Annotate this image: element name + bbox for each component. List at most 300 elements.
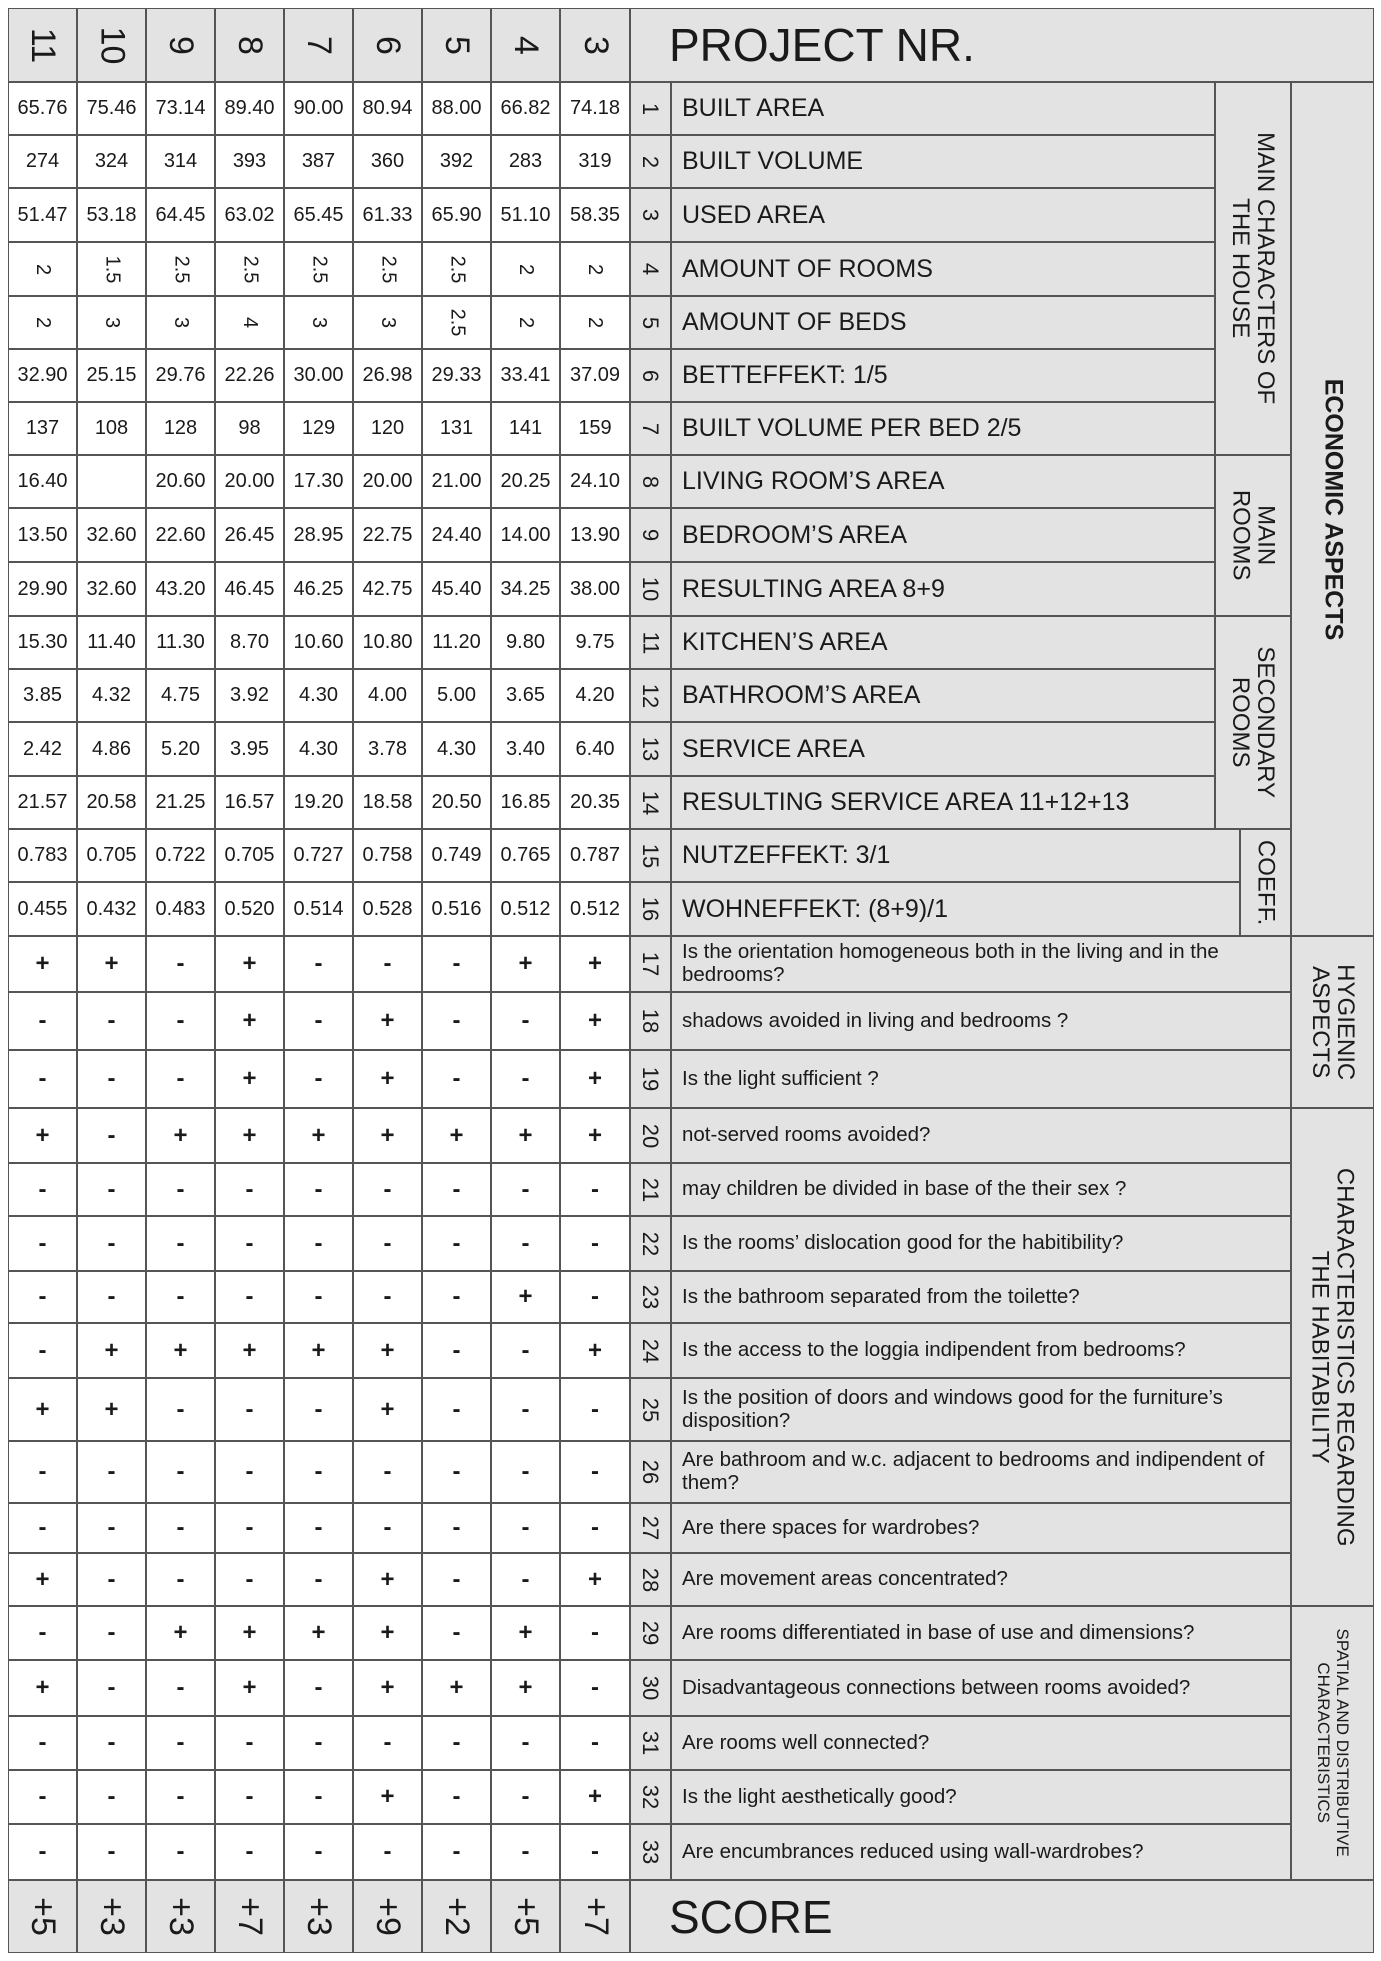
minus-mark: -: [383, 1229, 392, 1257]
criterion-mark: [215, 1606, 284, 1660]
value-cell: [560, 669, 630, 722]
minus-mark: -: [38, 1283, 47, 1310]
criterion-mark: [215, 1503, 284, 1553]
value-cell: [422, 135, 491, 188]
cell-value: 20.25: [500, 470, 551, 492]
value-cell: [146, 402, 215, 455]
value-cell: [353, 455, 422, 508]
plus-mark: +: [242, 1007, 257, 1034]
cell-value: 21.00: [431, 470, 482, 492]
criterion-mark: [8, 1716, 77, 1770]
minus-mark: -: [176, 1514, 185, 1541]
criterion-mark: [560, 1323, 630, 1378]
minus-mark: -: [521, 1458, 530, 1485]
criterion-mark: [77, 1553, 146, 1606]
cell-value: 11.40: [87, 631, 136, 653]
criterion-mark: [77, 1441, 146, 1503]
row-label: [671, 1378, 1291, 1441]
minus-mark: -: [452, 1565, 461, 1593]
value-cell: [353, 829, 422, 882]
category-main-rooms-line: ROOMS: [1227, 490, 1255, 581]
cell-value: 53.18: [86, 203, 137, 226]
minus-mark: -: [38, 1619, 47, 1646]
minus-mark: -: [591, 1395, 599, 1423]
criterion-mark: [491, 992, 560, 1050]
criterion-mark: [8, 1378, 77, 1441]
cell-value: 46.45: [224, 577, 275, 600]
cell-value: 3: [377, 316, 399, 329]
row-label: [671, 1824, 1291, 1880]
cell-value: 63.02: [224, 203, 275, 226]
cell-value: 314: [163, 150, 198, 172]
minus-mark: -: [38, 1783, 47, 1810]
category-economic-aspects-label: [1318, 378, 1347, 640]
value-cell: [146, 296, 215, 349]
row-label-text: Is the light aesthetically good?: [682, 1784, 957, 1808]
score-cell: [491, 1880, 560, 1953]
cell-value: 3.95: [230, 737, 269, 760]
value-cell: [146, 508, 215, 562]
value-cell: [560, 349, 630, 402]
project-number-header: [284, 8, 353, 82]
minus-mark: -: [107, 1458, 116, 1485]
value-cell: [215, 188, 284, 242]
criterion-mark: [8, 1108, 77, 1163]
minus-mark: -: [245, 1395, 254, 1423]
plus-mark: +: [587, 1565, 602, 1593]
score-cell: [422, 1880, 491, 1953]
cell-value: 159: [578, 417, 612, 439]
row-number: [630, 882, 671, 936]
value-cell: [146, 776, 215, 829]
row-label: [671, 992, 1291, 1050]
minus-mark: -: [38, 1065, 47, 1092]
value-cell: [284, 82, 353, 135]
minus-mark: -: [383, 1175, 392, 1203]
score-value: +7: [576, 1897, 615, 1936]
value-cell: [77, 349, 146, 402]
cell-value: 26.98: [362, 364, 413, 386]
value-cell: [215, 508, 284, 562]
plus-mark: +: [380, 1065, 395, 1092]
criterion-mark: [491, 1216, 560, 1271]
cell-value: 3.65: [506, 684, 545, 706]
row-label: [671, 1606, 1291, 1660]
row-label: [671, 135, 1215, 188]
value-cell: [77, 135, 146, 188]
minus-mark: -: [314, 1229, 323, 1257]
value-cell: [215, 562, 284, 616]
value-cell: [215, 722, 284, 776]
cell-value: 0.705: [86, 844, 137, 866]
category-habitability: [1291, 1108, 1374, 1606]
criterion-mark: [215, 1770, 284, 1824]
minus-mark: -: [521, 1229, 530, 1257]
category-hygienic-line: HYGIENIC: [1331, 963, 1359, 1081]
cell-value: 10.80: [362, 631, 413, 653]
category-spatial-line: SPATIAL AND DISTRIBUTIVE: [1333, 1628, 1353, 1858]
value-cell: [284, 776, 353, 829]
criterion-mark: [8, 1323, 77, 1378]
value-cell: [215, 455, 284, 508]
plus-mark: +: [173, 1619, 188, 1646]
cell-value: 30.00: [293, 364, 344, 386]
score-value: +3: [92, 1897, 131, 1936]
category-main-rooms-line: MAIN: [1252, 505, 1280, 566]
value-cell: [8, 776, 77, 829]
criterion-mark: [215, 1553, 284, 1606]
minus-mark: -: [107, 1729, 116, 1756]
criterion-mark: [146, 1553, 215, 1606]
cell-value: 5.00: [437, 684, 476, 706]
plus-mark: +: [242, 1121, 257, 1149]
criterion-mark: [284, 1441, 353, 1503]
value-cell: [560, 188, 630, 242]
cell-value: 13.90: [569, 523, 621, 546]
minus-mark: -: [314, 1674, 323, 1701]
project-number-header: [491, 8, 560, 82]
minus-mark: -: [314, 1283, 323, 1310]
category-coeff: [1240, 829, 1291, 936]
value-cell: [353, 776, 422, 829]
minus-mark: -: [38, 1514, 47, 1541]
criterion-mark: [422, 1441, 491, 1503]
cell-value: 4: [239, 316, 261, 329]
value-cell: [422, 188, 491, 242]
criterion-mark: [146, 1216, 215, 1271]
minus-mark: -: [383, 1514, 392, 1541]
value-cell: [8, 829, 77, 882]
criterion-mark: [77, 1606, 146, 1660]
cell-value: 73.14: [155, 97, 206, 119]
minus-mark: -: [452, 1395, 461, 1423]
criterion-mark: [353, 1770, 422, 1824]
minus-mark: -: [452, 1283, 461, 1310]
category-habitability-line: THE HABITABILITY: [1306, 1250, 1334, 1464]
criterion-mark: [422, 1216, 491, 1271]
plus-mark: +: [380, 1783, 395, 1810]
criterion-mark: [8, 1163, 77, 1216]
value-cell: [422, 722, 491, 776]
cell-value: 21.57: [17, 791, 68, 813]
criterion-mark: [8, 1770, 77, 1824]
cell-value: 37.09: [569, 364, 621, 386]
minus-mark: -: [245, 1514, 254, 1541]
cell-value: 4.75: [161, 684, 200, 706]
score-value: +3: [299, 1897, 338, 1936]
plus-mark: +: [35, 950, 50, 977]
cell-value: 108: [94, 417, 129, 439]
criterion-mark: [422, 1716, 491, 1770]
row-number: [630, 402, 671, 455]
row-number: [630, 1606, 671, 1660]
cell-value: 28.95: [293, 523, 344, 546]
value-cell: [560, 82, 630, 135]
criterion-mark: [284, 1824, 353, 1880]
cell-value: 16.85: [500, 791, 551, 813]
cell-value: 13.50: [17, 523, 68, 546]
row-number-text: 9: [638, 528, 664, 542]
value-cell: [284, 296, 353, 349]
cell-value: 22.26: [224, 364, 275, 386]
row-label-text: Is the bathroom separated from the toilette?: [682, 1284, 1080, 1308]
cell-value: 32.60: [86, 523, 137, 546]
row-label-text: BEDROOM’S AREA: [682, 520, 908, 549]
minus-mark: -: [591, 1514, 599, 1541]
cell-value: 38.00: [569, 577, 621, 600]
plus-mark: +: [587, 1336, 602, 1364]
row-number: [630, 1824, 671, 1880]
value-cell: [491, 455, 560, 508]
cell-value: 4.30: [299, 684, 338, 706]
criterion-mark: [77, 1503, 146, 1553]
row-number: [630, 616, 671, 669]
row-label: [671, 1503, 1291, 1553]
criterion-mark: [8, 936, 77, 992]
plus-mark: +: [587, 1783, 602, 1810]
criterion-mark: [146, 1163, 215, 1216]
value-cell: [491, 776, 560, 829]
minus-mark: -: [314, 1565, 323, 1593]
row-label: [671, 1163, 1291, 1216]
criterion-mark: [560, 1824, 630, 1880]
criterion-mark: [422, 1108, 491, 1163]
minus-mark: -: [452, 1729, 461, 1756]
category-secondary-rooms: [1215, 616, 1291, 829]
criterion-mark: [353, 992, 422, 1050]
row-label: [671, 1770, 1291, 1824]
criterion-mark: [560, 1441, 630, 1503]
plus-mark: +: [311, 1121, 326, 1149]
value-cell: [215, 616, 284, 669]
value-cell: [284, 402, 353, 455]
plus-mark: +: [242, 1065, 257, 1092]
criterion-mark: [491, 1503, 560, 1553]
cell-value: 64.45: [155, 203, 206, 226]
row-label-text: Is the orientation homogeneous both in the living and in the bedrooms?: [682, 940, 1219, 986]
value-cell: [422, 349, 491, 402]
value-cell: [77, 455, 146, 508]
criterion-mark: [491, 1378, 560, 1441]
criterion-mark: [353, 1824, 422, 1880]
cell-value: 16.40: [17, 470, 68, 492]
criterion-mark: [353, 1271, 422, 1323]
category-secondary-rooms-line: SECONDARY: [1252, 646, 1280, 799]
cell-value: 0.514: [293, 897, 344, 920]
cell-value: 129: [301, 417, 336, 439]
cell-value: 61.33: [362, 203, 413, 226]
cell-value: 4.30: [299, 737, 338, 760]
criterion-mark: [491, 1660, 560, 1716]
plus-mark: +: [380, 1007, 395, 1034]
criterion-mark: [560, 1378, 630, 1441]
minus-mark: -: [521, 1175, 530, 1203]
row-number: [630, 455, 671, 508]
criterion-mark: [215, 992, 284, 1050]
category-hygienic: [1291, 936, 1374, 1108]
row-number: [630, 1216, 671, 1271]
criterion-mark: [560, 1553, 630, 1606]
cell-value: 8.70: [230, 631, 269, 653]
row-label-text: BUILT VOLUME: [682, 147, 864, 175]
criterion-mark: [353, 1323, 422, 1378]
project-number: 5: [437, 35, 476, 55]
minus-mark: -: [107, 1783, 116, 1810]
row-number: [630, 1441, 671, 1503]
minus-mark: -: [591, 1458, 599, 1485]
cell-value: 0.520: [224, 897, 275, 920]
value-cell: [8, 349, 77, 402]
row-number-text: 13: [638, 736, 664, 762]
score-cell: [8, 1880, 77, 1953]
minus-mark: -: [521, 1007, 530, 1034]
score-value: +3: [161, 1897, 200, 1936]
cell-value: 283: [508, 150, 543, 172]
criterion-mark: [77, 1770, 146, 1824]
value-cell: [491, 296, 560, 349]
cell-value: 0.705: [224, 844, 275, 866]
row-number-text: 32: [638, 1784, 664, 1810]
criterion-mark: [8, 1271, 77, 1323]
row-number-text: 16: [638, 896, 664, 922]
value-cell: [8, 616, 77, 669]
value-cell: [146, 562, 215, 616]
criterion-mark: [215, 1824, 284, 1880]
criterion-mark: [422, 1824, 491, 1880]
project-number-header: [560, 8, 630, 82]
criterion-mark: [353, 1716, 422, 1770]
criterion-mark: [491, 1163, 560, 1216]
value-cell: [422, 616, 491, 669]
cell-value: 0.512: [500, 897, 551, 920]
category-coeff-line: COEFF.: [1252, 839, 1280, 926]
criterion-mark: [284, 1108, 353, 1163]
row-number-text: 14: [638, 790, 664, 815]
value-cell: [491, 82, 560, 135]
cell-value: 51.47: [17, 203, 68, 226]
value-cell: [422, 296, 491, 349]
row-number: [630, 82, 671, 135]
cell-value: 0.516: [431, 897, 482, 920]
minus-mark: -: [452, 1229, 461, 1257]
cell-value: 20.35: [569, 791, 621, 813]
minus-mark: -: [38, 1007, 47, 1034]
value-cell: [422, 242, 491, 296]
criterion-mark: [491, 1606, 560, 1660]
cell-value: 29.33: [431, 364, 482, 386]
value-cell: [146, 242, 215, 296]
criterion-mark: [422, 992, 491, 1050]
row-label-text: Are rooms well connected?: [682, 1730, 930, 1754]
row-number: [630, 669, 671, 722]
category-main-rooms: [1215, 455, 1291, 616]
minus-mark: -: [521, 1065, 530, 1092]
row-number-text: 15: [638, 843, 664, 868]
cell-value: 0.749: [431, 844, 482, 866]
category-hygienic-label: [1307, 964, 1357, 1080]
row-label-text: AMOUNT OF ROOMS: [682, 254, 933, 283]
row-number-text: 7: [638, 422, 664, 435]
minus-mark: -: [245, 1783, 254, 1810]
category-main-characters: [1215, 82, 1291, 455]
value-cell: [560, 296, 630, 349]
cell-value: 3.78: [368, 737, 407, 760]
row-number: [630, 936, 671, 992]
value-cell: [215, 349, 284, 402]
category-economic-aspects-line: ECONOMIC ASPECTS: [1319, 378, 1348, 640]
value-cell: [215, 882, 284, 936]
plus-mark: +: [380, 1619, 395, 1646]
minus-mark: -: [452, 1007, 461, 1034]
criterion-mark: [560, 992, 630, 1050]
value-cell: [284, 242, 353, 296]
row-number-text: 8: [638, 475, 664, 488]
row-number-text: 3: [638, 208, 664, 222]
criterion-mark: [560, 1271, 630, 1323]
cell-value: 2.5: [446, 308, 468, 337]
criterion-mark: [422, 1163, 491, 1216]
criterion-mark: [560, 1770, 630, 1824]
row-number-text: 11: [638, 631, 664, 654]
criterion-mark: [353, 1163, 422, 1216]
criterion-mark: [284, 1323, 353, 1378]
row-number: [630, 508, 671, 562]
cell-value: 16.57: [224, 791, 275, 813]
cell-value: 21.25: [155, 791, 206, 813]
plus-mark: +: [518, 1283, 533, 1310]
category-spatial-label: [1314, 1629, 1351, 1857]
minus-mark: -: [107, 1514, 116, 1541]
criterion-mark: [284, 1503, 353, 1553]
plus-mark: +: [518, 1674, 533, 1701]
minus-mark: -: [521, 1395, 530, 1423]
value-cell: [353, 508, 422, 562]
criterion-mark: [215, 1378, 284, 1441]
plus-mark: +: [311, 1619, 326, 1646]
cell-value: 24.10: [569, 470, 621, 492]
cell-value: 20.00: [224, 470, 275, 492]
criterion-mark: [353, 1050, 422, 1108]
minus-mark: -: [176, 1175, 185, 1203]
row-label-text: KITCHEN’S AREA: [682, 628, 888, 656]
row-number-text: 29: [638, 1620, 664, 1646]
cell-value: 43.20: [155, 577, 206, 600]
criterion-mark: [491, 1271, 560, 1323]
row-number-text: 6: [638, 369, 664, 382]
criterion-mark: [77, 1216, 146, 1271]
row-label: [671, 829, 1240, 882]
cell-value: 32.90: [17, 364, 68, 386]
minus-mark: -: [521, 1336, 530, 1364]
minus-mark: -: [452, 1336, 461, 1364]
criterion-mark: [77, 1378, 146, 1441]
minus-mark: -: [107, 1007, 116, 1034]
minus-mark: -: [107, 1175, 116, 1203]
value-cell: [146, 349, 215, 402]
criterion-mark: [560, 1606, 630, 1660]
value-cell: [353, 242, 422, 296]
criterion-mark: [284, 992, 353, 1050]
minus-mark: -: [38, 1729, 47, 1756]
criterion-mark: [422, 936, 491, 992]
score-cell: [77, 1880, 146, 1953]
value-cell: [284, 722, 353, 776]
category-main-characters-line: THE HOUSE: [1227, 198, 1255, 339]
project-number-header: [77, 8, 146, 82]
criterion-mark: [491, 1108, 560, 1163]
category-hygienic-line: ASPECTS: [1306, 965, 1334, 1079]
row-label: [671, 722, 1215, 776]
